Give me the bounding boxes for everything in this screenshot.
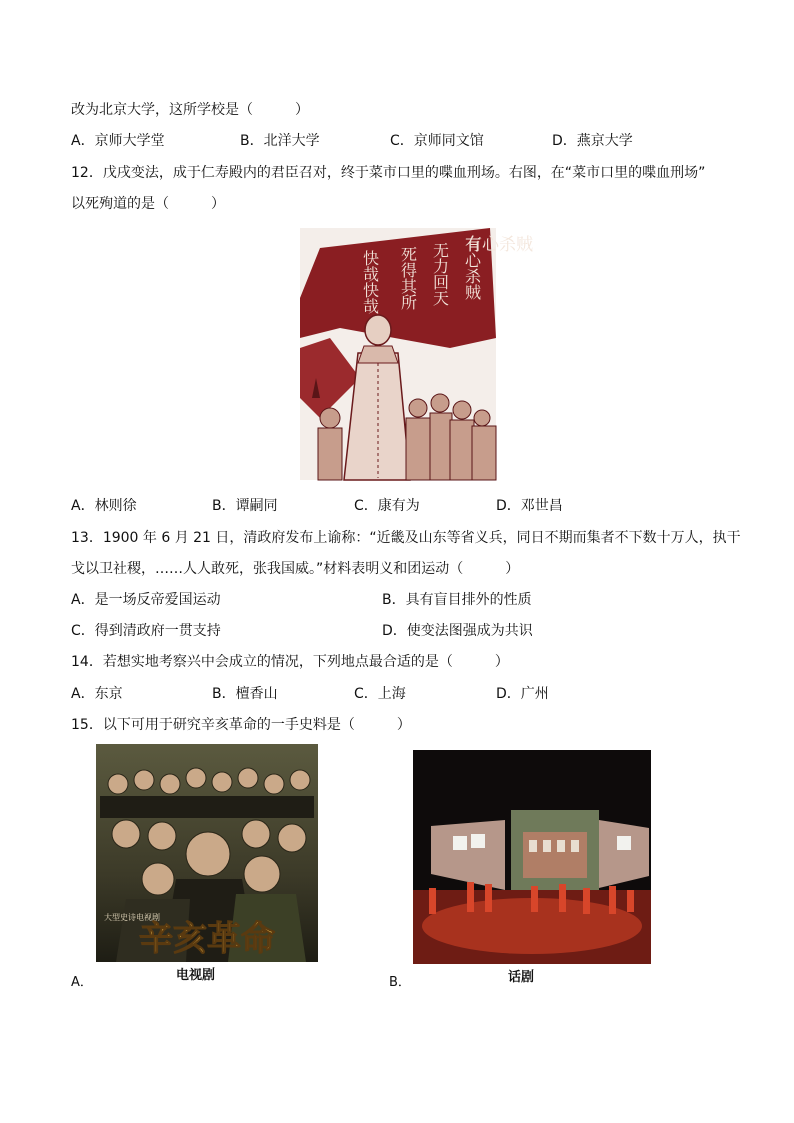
poster-subtitle: 大型史诗电视剧 xyxy=(104,913,160,922)
q15-option-a-label: A． xyxy=(71,975,93,990)
q11-option-c: C．京师同文馆 xyxy=(390,133,484,149)
stage-play-photo-image xyxy=(413,750,651,964)
poster-calligraphy-b: 无力回天 xyxy=(430,242,450,306)
q13-stem-line2: 戈以卫社稷，……人人敢死，张我国威。”材料表明义和团运动（ ） xyxy=(71,561,520,577)
q13-option-d: D．使变法图强成为共识 xyxy=(382,623,533,639)
q13-stem-line1: 13．1900 年 6 月 21 日，清政府发布上谕称：“近畿及山东等省义兵，同日不期而集者不下数十万人，执干 xyxy=(71,530,741,546)
q15-stem: 15．以下可用于研究辛亥革命的一手史料是（ ） xyxy=(71,717,411,733)
q13-option-c: C．得到清政府一贯支持 xyxy=(71,623,221,639)
q12-option-c: C．康有为 xyxy=(354,498,420,514)
tv-series-poster-image xyxy=(96,744,318,962)
q12-option-b: B．谭嗣同 xyxy=(212,498,278,514)
q11-option-a: A．京师大学堂 xyxy=(71,133,165,149)
q15-option-b-label: B． xyxy=(389,975,411,990)
q12-option-a: A．林则徐 xyxy=(71,498,137,514)
q14-stem: 14．若想实地考察兴中会成立的情况，下列地点最合适的是（ ） xyxy=(71,654,509,670)
caption-tv-series: 电视剧 xyxy=(176,968,216,983)
poster-calligraphy-d: 快哉快哉 xyxy=(360,250,380,314)
poster-calligraphy-a: 有心杀贼 xyxy=(462,236,482,300)
poster-calligraphy-col1: 有心杀贼 xyxy=(465,235,533,255)
q13-option-a: A．是一场反帝爱国运动 xyxy=(71,592,221,608)
q13-option-b: B．具有盲目排外的性质 xyxy=(382,592,532,608)
caption-stage-play: 话剧 xyxy=(508,970,535,985)
q14-option-b: B．檀香山 xyxy=(212,686,278,702)
q12-stem-line2: 以死殉道的是（ ） xyxy=(71,196,225,212)
q14-option-c: C．上海 xyxy=(354,686,406,702)
q14-option-d: D．广州 xyxy=(496,686,549,702)
poster-calligraphy-c: 死得其所 xyxy=(398,246,418,310)
q14-option-a: A．东京 xyxy=(71,686,123,702)
q11-stem-tail: 改为北京大学，这所学校是（ ） xyxy=(71,102,309,118)
tan-sitong-poster-image xyxy=(300,228,533,480)
q12-stem-line1: 12．戊戌变法，成于仁寿殿内的君臣召对，终于菜市口里的喋血刑场。右图，在“菜市口里的喋血刑场” xyxy=(71,165,706,181)
q12-option-d: D．邓世昌 xyxy=(496,498,563,514)
poster-title: 辛亥革命 xyxy=(139,919,275,959)
q11-option-d: D．燕京大学 xyxy=(552,133,633,149)
q11-option-b: B．北洋大学 xyxy=(240,133,320,149)
